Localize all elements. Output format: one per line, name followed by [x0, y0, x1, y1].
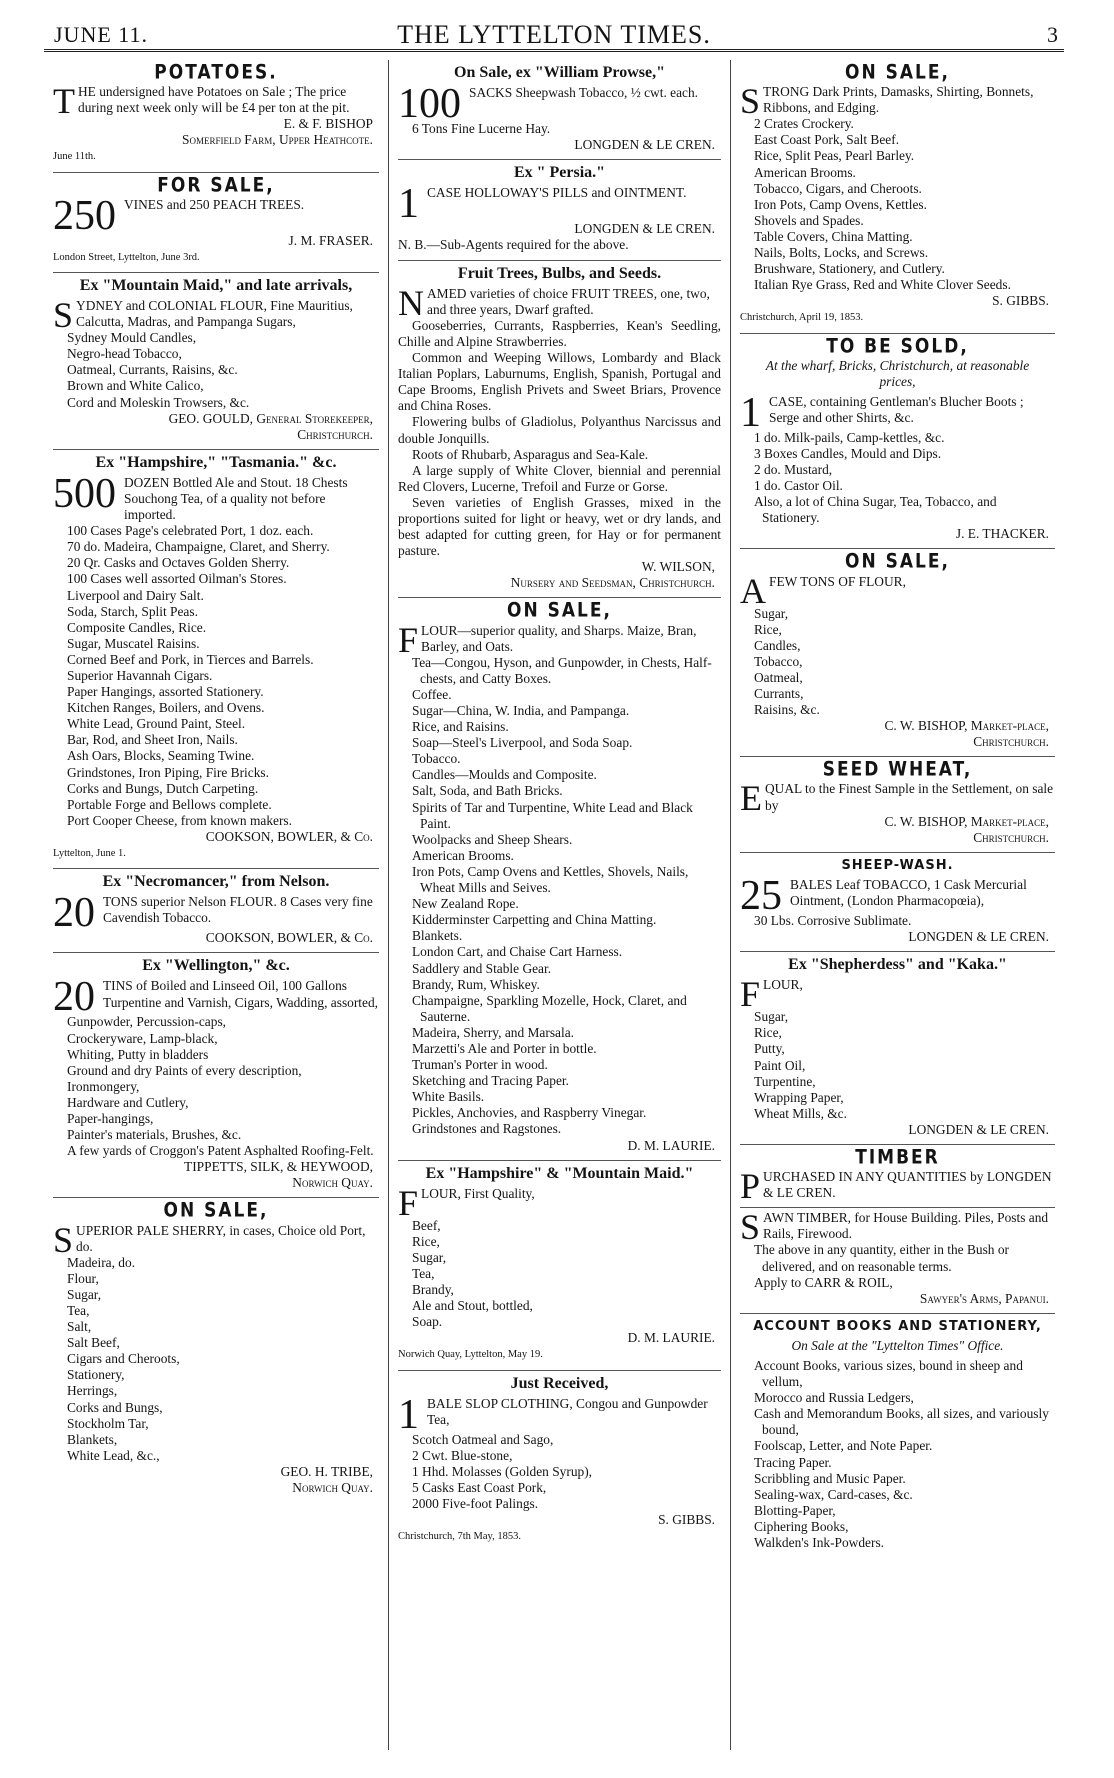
ad-item: Blankets,: [67, 1431, 118, 1447]
ad-heading: ON SALE,: [845, 61, 950, 85]
ad-item: Soap—Steel's Liverpool, and Soda Soap.: [412, 735, 633, 751]
ad-item: Marzetti's Ale and Porter in bottle.: [412, 1040, 597, 1056]
ad-opening: [398, 286, 721, 318]
ad-item: American Brooms.: [412, 847, 514, 863]
advertisement: [53, 173, 379, 273]
ad-opening: [740, 84, 1055, 116]
ad-item: Paper Hangings, assorted Stationery.: [67, 684, 264, 700]
ad-item: Cigars and Cheroots,: [67, 1351, 180, 1367]
ad-drop-capital: S: [53, 1222, 74, 1255]
ad-item: Also, a lot of China Sugar, Tea, Tobacco, and Stationery.: [754, 494, 997, 526]
ad-drop-capital: E: [740, 781, 762, 814]
ad-opening-text: TONS superior Nelson FLOUR. 8 Cases very fine Cavendish Tobacco.: [103, 894, 373, 926]
advertisement: [740, 757, 1055, 852]
ad-item: 2 Crates Crockery.: [754, 116, 854, 132]
ad-heading: Just Received,: [510, 1374, 609, 1392]
ad-heading: TO BE SOLD,: [826, 334, 969, 358]
ad-lead-number: 500: [53, 474, 116, 517]
ad-item: 1 do. Castor Oil.: [754, 478, 843, 494]
ad-opening: [740, 877, 1055, 913]
ad-item: American Brooms.: [754, 164, 856, 180]
ad-item: Negro-head Tobacco,: [67, 346, 182, 362]
ad-item: Sugar,: [412, 1249, 447, 1265]
advertisement: [398, 261, 721, 599]
ad-drop-capital: P: [740, 1169, 761, 1202]
ad-opening: [53, 298, 379, 330]
ad-item: Foolscap, Letter, and Note Paper.: [754, 1438, 933, 1454]
ad-item: Oatmeal,: [754, 669, 803, 685]
ad-item: Walkden's Ink-Powders.: [754, 1535, 885, 1551]
ad-opening: [53, 84, 379, 116]
ad-item: Turpentine,: [754, 1073, 816, 1089]
ad-item: Putty,: [754, 1041, 785, 1057]
ad-item: White Lead, &c.,: [67, 1447, 160, 1463]
ad-opening-text: URCHASED IN ANY QUANTITIES by LONGDEN & LE CREN.: [763, 1169, 1052, 1201]
ad-opening: [398, 185, 721, 221]
ad-item: Bar, Rod, and Sheet Iron, Nails.: [67, 732, 238, 748]
ad-opening-text: CASE HOLLOWAY'S PILLS and OINTMENT.: [427, 185, 687, 201]
ad-opening: [53, 894, 379, 930]
ad-item: Superior Havannah Cigars.: [67, 668, 213, 683]
ad-date: Norwich Quay, Lyttelton, May 19.: [398, 1349, 543, 1361]
ad-signature: D. M. LAURIE.: [627, 1137, 715, 1153]
ad-signature: COOKSON, BOWLER, & Co.: [205, 930, 373, 946]
ad-signature: GEO. GOULD, General Storekeeper,: [168, 410, 373, 426]
ad-drop-capital: F: [740, 977, 761, 1010]
ad-opening: [53, 1223, 379, 1255]
ad-item: Tobacco,: [754, 653, 803, 669]
ad-item: Champaigne, Sparkling Mozelle, Hock, Claret, and Sauterne.: [412, 992, 687, 1024]
ad-paragraph: Seven varieties of English Grasses, mixed in the proportions suited for light or heavy, wet or dry lands, and best adapted for cutting green, for Hay or for permanent pasture.: [398, 494, 721, 559]
ad-item: Corned Beef and Pork, in Tierces and Barrels.: [67, 651, 314, 667]
ad-opening: [398, 1396, 721, 1432]
ad-opening: [398, 623, 721, 655]
ad-heading: POTATOES.: [154, 61, 278, 85]
ad-date: London Street, Lyttelton, June 3rd.: [53, 251, 200, 263]
ad-item: New Zealand Rope.: [412, 896, 519, 912]
ad-item: Scotch Oatmeal and Sago,: [412, 1431, 554, 1447]
ad-item: Blotting-Paper,: [754, 1502, 836, 1518]
ad-item: Wrapping Paper,: [754, 1089, 844, 1105]
ad-item: 2 do. Mustard,: [754, 461, 833, 477]
ad-item: Salt,: [67, 1319, 92, 1335]
ad-signature: Somerfield Farm, Upper Heathcote.: [182, 132, 373, 148]
ad-lead-number: 20: [53, 894, 95, 931]
ad-item: Candles—Moulds and Composite.: [412, 767, 597, 783]
ad-opening: [53, 978, 379, 1014]
ad-lead-number: 1: [398, 1395, 419, 1432]
ad-heading: SHEEP-WASH.: [841, 857, 954, 873]
ad-item: Sealing-wax, Card-cases, &c.: [754, 1486, 913, 1502]
ad-item: Hardware and Cutlery,: [67, 1094, 189, 1110]
ad-item: East Coast Pork, Salt Beef.: [754, 132, 900, 148]
ad-lead-number: 1: [740, 393, 761, 430]
ad-signature: C. W. BISHOP, Market-place,: [884, 813, 1049, 829]
ad-item: Morocco and Russia Ledgers,: [754, 1390, 914, 1406]
ad-item: Cash and Memorandum Books, all sizes, and variously bound,: [754, 1406, 1049, 1438]
ad-item: Sketching and Tracing Paper.: [412, 1073, 569, 1089]
ad-item: 100 Cases Page's celebrated Port, 1 doz. each.: [67, 523, 314, 539]
ad-signature: LONGDEN & LE CREN.: [908, 929, 1049, 945]
ad-item: Pickles, Anchovies, and Raspberry Vinegar.: [412, 1105, 647, 1121]
ad-signature: Norwich Quay.: [292, 1175, 373, 1191]
ad-item: Gunpowder, Percussion-caps,: [67, 1014, 227, 1030]
ad-item: Spirits of Tar and Turpentine, White Lead and Black Paint.: [412, 799, 693, 831]
ad-item: Ash Oars, Blocks, Seaming Twine.: [67, 748, 255, 764]
ad-item: 1 Hhd. Molasses (Golden Syrup),: [412, 1463, 593, 1479]
ad-paragraph: Flowering bulbs of Gladiolus, Polyanthus Narcissus and double Jonquills.: [398, 414, 721, 446]
advertisement: [398, 598, 721, 1160]
advertisement: [53, 60, 379, 173]
issue-date: JUNE 11.: [54, 22, 148, 47]
ad-opening-text: DOZEN Bottled Ale and Stout. 18 Chests Souchong Tea, of a quality not before imported.: [124, 474, 348, 523]
column-2: [389, 60, 731, 1750]
ad-opening-text: VINES and 250 PEACH TREES.: [124, 196, 305, 212]
ad-item: Corks and Bungs, Dutch Carpeting.: [67, 780, 259, 796]
ad-signature: LONGDEN & LE CREN.: [574, 221, 715, 237]
ad-signature: C. W. BISHOP, Market-place,: [884, 718, 1049, 734]
ad-item: Crockeryware, Lamp-black,: [67, 1030, 218, 1046]
ad-item: Rice, and Raisins.: [412, 719, 509, 735]
ad-signature: Christchurch.: [973, 829, 1049, 845]
advertisement: [53, 450, 379, 869]
ad-item: Painter's materials, Brushes, &c.: [67, 1127, 242, 1143]
ad-heading: ON SALE,: [507, 599, 612, 623]
ad-item: Rice,: [754, 621, 782, 637]
ad-item: Brushware, Stationery, and Cutlery.: [754, 261, 945, 277]
ad-item: Sugar—China, W. India, and Pampanga.: [412, 703, 630, 718]
ad-item: Paper-hangings,: [67, 1110, 154, 1126]
ad-item: Sugar,: [754, 605, 789, 621]
ad-item: Iron Pots, Camp Ovens and Kettles, Shovels, Nails, Wheat Mills and Seives.: [412, 863, 689, 896]
ad-opening-text: UPERIOR PALE SHERRY, in cases, Choice old Port, do.: [76, 1222, 366, 1254]
ad-signature: Sawyer's Arms, Papanui.: [919, 1290, 1049, 1306]
advertisement: [398, 1161, 721, 1371]
ad-item: Portable Forge and Bellows complete.: [67, 796, 272, 812]
ad-heading: Ex "Hampshire" & "Mountain Maid.": [425, 1164, 694, 1182]
ad-heading: Ex "Mountain Maid," and late arrivals,: [79, 276, 353, 294]
ad-signature: Christchurch.: [973, 734, 1049, 750]
ad-signature: S. GIBBS.: [992, 293, 1049, 309]
ad-heading: SEED WHEAT,: [822, 758, 973, 782]
ad-signature: GEO. H. TRIBE,: [280, 1463, 373, 1479]
ad-item: Tobacco, Cigars, and Cheroots.: [754, 180, 922, 196]
ad-item: Shovels and Spades.: [754, 212, 864, 228]
advertisement: [740, 952, 1055, 1145]
ad-item: 2 Cwt. Blue-stone,: [412, 1447, 513, 1463]
ad-subheading: On Sale at the "Lyttelton Times" Office.: [791, 1337, 1004, 1353]
ad-item: Candles,: [754, 637, 801, 653]
ad-signature: J. M. FRASER.: [288, 232, 373, 248]
ad-date: June 11th.: [53, 151, 96, 163]
ad-opening: [740, 1210, 1055, 1242]
ad-item: Grindstones and Ragstones.: [412, 1121, 562, 1137]
ad-date: Lyttelton, June 1.: [53, 848, 126, 860]
ad-opening-text: BALES Leaf TOBACCO, 1 Cask Mercurial Ointment, (London Pharmacopœia),: [790, 876, 1027, 909]
ad-date: Christchurch, April 19, 1853.: [740, 312, 864, 324]
column-1: [44, 60, 389, 1750]
ad-item: 20 Qr. Casks and Octaves Golden Sherry.: [67, 555, 290, 571]
ad-item: Grindstones, Iron Piping, Fire Bricks.: [67, 764, 269, 780]
ad-item: Apply to CARR & ROIL,: [754, 1274, 893, 1290]
ad-item: Composite Candles, Rice.: [67, 619, 207, 635]
ad-item: Sugar,: [67, 1286, 102, 1302]
ad-item: Raisins, &c.: [754, 702, 820, 718]
advertisement: [740, 60, 1055, 334]
ad-item: Liverpool and Dairy Salt.: [67, 587, 204, 603]
ad-drop-capital: S: [740, 84, 761, 117]
ad-item: Ground and dry Paints of every description,: [67, 1062, 302, 1078]
ad-item: Kitchen Ranges, Boilers, and Ovens.: [67, 700, 265, 716]
ad-item: Madeira, Sherry, and Marsala.: [412, 1024, 574, 1040]
advertisement: [398, 160, 721, 260]
ad-opening: [53, 475, 379, 523]
ad-item: Ciphering Books,: [754, 1518, 849, 1534]
ad-signature: LONGDEN & LE CREN.: [574, 137, 715, 153]
ad-heading: ACCOUNT BOOKS AND STATIONERY,: [753, 1318, 1042, 1334]
ad-opening-text: QUAL to the Finest Sample in the Settlement, on sale by: [765, 781, 1054, 813]
ad-opening-text: BALE SLOP CLOTHING, Congou and Gunpowder Tea,: [427, 1395, 708, 1427]
ad-item: Corks and Bungs,: [67, 1399, 163, 1415]
ad-heading: Ex "Shepherdess" and "Kaka.": [788, 956, 1007, 974]
ad-item: Iron Pots, Camp Ovens, Kettles.: [754, 196, 927, 212]
ad-lead-number: 1: [398, 185, 419, 222]
ad-item: Port Cooper Cheese, from known makers.: [67, 812, 292, 828]
ad-item: Soap.: [412, 1314, 443, 1330]
ad-item: Flour,: [67, 1270, 99, 1286]
ad-item: Sugar,: [754, 1009, 789, 1025]
ad-item: White Basils.: [412, 1089, 485, 1105]
ad-item: Blankets.: [412, 928, 463, 944]
ad-opening: [740, 1169, 1055, 1201]
ad-drop-capital: S: [740, 1210, 761, 1243]
ad-item: Beef,: [412, 1217, 441, 1233]
ad-signature: Nursery and Seedsman, Christchurch.: [510, 575, 715, 591]
newspaper-title: THE LYTTELTON TIMES.: [397, 20, 711, 49]
ad-item: 2000 Five-foot Palings.: [412, 1496, 539, 1512]
ad-opening: [53, 197, 379, 233]
advertisement: [740, 334, 1055, 550]
ad-opening: [740, 781, 1055, 813]
column-3: [731, 60, 1064, 1750]
ad-note: N. B.—Sub-Agents required for the above.: [398, 237, 629, 253]
ad-heading: Ex "Hampshire," "Tasmania." &c.: [95, 453, 337, 471]
ad-item: Woolpacks and Sheep Shears.: [412, 831, 573, 847]
ad-opening: [398, 1186, 721, 1218]
ad-heading: ON SALE,: [163, 1199, 269, 1223]
ad-item: Brown and White Calico,: [67, 378, 204, 394]
ad-opening-text: LOUR,: [763, 977, 803, 993]
ad-item: Coffee.: [412, 686, 452, 702]
ad-signature: TIPPETTS, SILK, & HEYWOOD,: [184, 1159, 373, 1175]
advertisement: [740, 1314, 1055, 1557]
ad-lead-number: 100: [398, 85, 461, 122]
ad-item: Currants,: [754, 686, 804, 701]
ad-signature: Norwich Quay.: [292, 1480, 373, 1496]
ad-heading: Ex " Persia.": [513, 164, 606, 182]
ad-opening-text: SACKS Sheepwash Tobacco, ½ cwt. each.: [469, 85, 699, 101]
ad-item: Stockholm Tar,: [67, 1415, 149, 1431]
ad-signature: J. E. THACKER.: [955, 526, 1049, 542]
advertisement: [53, 273, 379, 450]
ad-item: 5 Casks East Coast Pork,: [412, 1479, 547, 1495]
advertisement: [740, 1145, 1055, 1208]
ad-item: Rice,: [754, 1025, 782, 1041]
ad-item: Salt Beef,: [67, 1335, 120, 1351]
ad-item: Ironmongery,: [67, 1078, 140, 1094]
ad-lead-number: 25: [740, 876, 782, 913]
ad-paragraph: Gooseberries, Currants, Raspberries, Kean's Seedling, Chille and Alpine Strawberries.: [398, 317, 721, 349]
ad-opening-text: AMED varieties of choice FRUIT TREES, one, two, and three years, Dwarf grafted.: [427, 285, 710, 317]
ad-opening-text: LOUR, First Quality,: [421, 1185, 535, 1201]
ad-item: Rice, Split Peas, Pearl Barley.: [754, 148, 915, 164]
ad-item: Tea,: [412, 1266, 435, 1281]
ad-item: Herrings,: [67, 1383, 118, 1399]
ad-item: Madeira, do.: [67, 1254, 136, 1270]
ad-heading: FOR SALE,: [157, 174, 275, 198]
ad-item: Nails, Bolts, Locks, and Screws.: [754, 245, 929, 261]
ad-signature: COOKSON, BOWLER, & Co.: [205, 828, 373, 844]
ad-item: 6 Tons Fine Lucerne Hay.: [412, 121, 551, 137]
ad-item: Saddlery and Stable Gear.: [412, 960, 552, 976]
page-number: 3: [1047, 22, 1058, 47]
ad-signature: D. M. LAURIE.: [627, 1330, 715, 1346]
ad-item: Kidderminster Carpetting and China Matting.: [412, 912, 657, 928]
ad-paragraph: Common and Weeping Willows, Lombardy and Black Italian Poplars, Laburnums, English, Spanish, Portugal and Cape Brooms, English Privets and Sweet Briars, Provence and China Roses.: [398, 350, 721, 414]
ad-signature: E. & F. BISHOP: [283, 116, 373, 132]
ad-opening-text: TINS of Boiled and Linseed Oil, 100 Gallons Turpentine and Varnish, Cigars, Wadding, assorted,: [103, 978, 379, 1010]
ad-item: Account Books, various sizes, bound in sheep and vellum,: [754, 1358, 1023, 1390]
ad-item: 1 do. Milk-pails, Camp-kettles, &c.: [754, 429, 945, 445]
ad-item: Sydney Mould Candles,: [67, 330, 197, 346]
ad-drop-capital: A: [740, 573, 766, 606]
ad-item: Whiting, Putty in bladders: [67, 1046, 209, 1062]
ad-drop-capital: N: [398, 285, 424, 318]
ad-heading: Ex "Necromancer," from Nelson.: [102, 873, 330, 891]
ad-opening-text: TRONG Dark Prints, Damasks, Shirting, Bonnets, Ribbons, and Edging.: [763, 84, 1034, 116]
ad-heading: On Sale, ex "William Prowse,": [454, 64, 665, 81]
ad-opening: [740, 977, 1055, 1009]
ad-opening-text: FEW TONS OF FLOUR,: [769, 573, 906, 589]
advertisement: [53, 869, 379, 953]
ad-opening-text: YDNEY and COLONIAL FLOUR, Fine Mauritius, Calcutta, Madras, and Pampanga Sugars,: [76, 297, 353, 330]
ad-item: Ale and Stout, bottled,: [412, 1298, 533, 1314]
ad-item: Rice,: [412, 1233, 440, 1249]
ad-subheading: At the wharf, Bricks, Christchurch, at reasonable prices,: [765, 357, 1030, 389]
ad-opening: [740, 574, 1055, 606]
ad-opening-text: LOUR—superior quality, and Sharps. Maize, Bran, Barley, and Oats.: [421, 622, 697, 654]
advertisement: [53, 953, 379, 1198]
ad-item: Oatmeal, Currants, Raisins, &c.: [67, 362, 238, 378]
ad-heading: TIMBER: [855, 1146, 940, 1170]
ad-drop-capital: T: [53, 84, 75, 117]
ad-item: Scribbling and Music Paper.: [754, 1470, 906, 1486]
ad-item: Salt, Soda, and Bath Bricks.: [412, 783, 563, 799]
ad-drop-capital: F: [398, 622, 419, 655]
ad-date: Christchurch, 7th May, 1853.: [398, 1531, 521, 1543]
ad-item: 100 Cases well assorted Oilman's Stores.: [67, 571, 287, 587]
ad-item: Tracing Paper.: [754, 1454, 832, 1470]
ad-item: Tea—Congou, Hyson, and Gunpowder, in Chests, Half-chests, and Catty Boxes.: [412, 654, 712, 686]
ad-item: Tea,: [67, 1303, 90, 1318]
ad-item: Tobacco.: [412, 751, 461, 767]
ad-drop-capital: F: [398, 1185, 419, 1218]
ad-heading: Ex "Wellington," &c.: [142, 957, 290, 975]
ad-heading: ON SALE,: [845, 550, 950, 574]
advertisement: [740, 1208, 1055, 1314]
ad-item: White Lead, Ground Paint, Steel.: [67, 716, 246, 732]
ad-lead-number: 250: [53, 196, 116, 233]
ad-item: The above in any quantity, either in the Bush or delivered, and on reasonable terms.: [754, 1242, 1009, 1274]
masthead: [44, 18, 1064, 52]
ad-item: Brandy, Rum, Whiskey.: [412, 976, 540, 992]
ad-item: 70 do. Madeira, Champaigne, Claret, and Sherry.: [67, 539, 330, 555]
advertisement: [740, 549, 1055, 757]
ad-opening-text: CASE, containing Gentleman's Blucher Boots ; Serge and other Shirts, &c.: [769, 393, 1024, 425]
ad-paragraph: A large supply of White Clover, biennial and perennial Red Clovers, Lucerne, Trefoil and Furze or Gorse.: [398, 462, 721, 494]
advertisement: [53, 1198, 379, 1502]
ad-item: Stationery,: [67, 1367, 125, 1383]
ad-signature: W. WILSON,: [641, 559, 715, 575]
ad-item: Italian Rye Grass, Red and White Clover Seeds.: [754, 277, 1011, 293]
ad-signature: LONGDEN & LE CREN.: [908, 1121, 1049, 1137]
ad-drop-capital: S: [53, 297, 74, 331]
ad-signature: Christchurch.: [297, 426, 373, 442]
ad-item: 3 Boxes Candles, Mould and Dips.: [754, 445, 942, 461]
ad-opening: [398, 85, 721, 121]
ad-item: Truman's Porter in wood.: [412, 1057, 548, 1073]
ad-opening-text: HE undersigned have Potatoes on Sale ; The price during next week only will be £4 per ton at the pit.: [78, 84, 350, 116]
ad-item: London Cart, and Chaise Cart Harness.: [412, 944, 623, 960]
ad-item: A few yards of Croggon's Patent Asphalted Roofing-Felt.: [67, 1143, 374, 1159]
advertisement: [740, 853, 1055, 952]
ad-item: Sugar, Muscatel Raisins.: [67, 635, 200, 651]
advertisement: [398, 60, 721, 160]
ad-item: Table Covers, China Matting.: [754, 228, 913, 244]
ad-item: Wheat Mills, &c.: [754, 1105, 847, 1121]
ad-item: Paint Oil,: [754, 1057, 806, 1073]
ad-paragraph: Roots of Rhubarb, Asparagus and Sea-Kale.: [412, 446, 649, 462]
ad-heading: Fruit Trees, Bulbs, and Seeds.: [457, 264, 662, 282]
ad-item: Brandy,: [412, 1282, 454, 1298]
ad-item: 30 Lbs. Corrosive Sublimate.: [754, 912, 912, 928]
advertisement: [398, 1371, 721, 1552]
columns: [44, 60, 1064, 1750]
ad-opening-text: AWN TIMBER, for House Building. Piles, Posts and Rails, Firewood.: [763, 1210, 1049, 1242]
ad-item: Soda, Starch, Split Peas.: [67, 603, 198, 619]
ad-opening: [740, 394, 1055, 430]
ad-lead-number: 20: [53, 978, 95, 1015]
ad-signature: S. GIBBS.: [658, 1512, 715, 1528]
ad-item: Cord and Moleskin Trowsers, &c.: [67, 394, 250, 410]
